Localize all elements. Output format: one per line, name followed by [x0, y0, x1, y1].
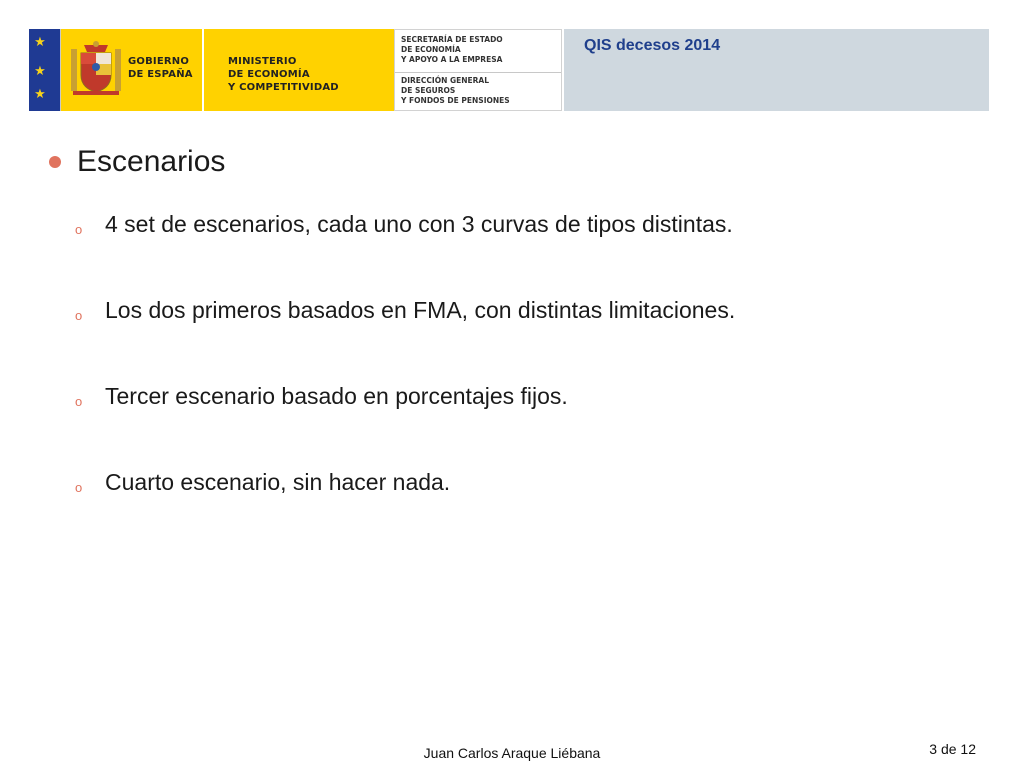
secretaria-line: SECRETARÍA DE ESTADO	[401, 35, 503, 44]
list-item	[75, 292, 968, 332]
bullet-circle-icon: o	[75, 394, 83, 409]
title-panel	[562, 29, 989, 111]
bullet-dot-icon	[49, 156, 61, 168]
heading-bullet	[48, 140, 968, 184]
government-logo-panel	[61, 29, 204, 111]
coat-of-arms-icon	[69, 39, 123, 101]
secretaria-line: DE ECONOMÍA	[401, 45, 461, 54]
bullet-circle-icon: o	[75, 308, 83, 323]
list-item-text: 4 set de escenarios, cada uno con 3 curvas de tipos distintas.	[105, 211, 733, 237]
ministry-name	[228, 55, 339, 94]
list-item-text: Tercer escenario basado en porcentajes fijos.	[105, 383, 568, 409]
star-icon: ★	[34, 63, 46, 78]
star-icon: ★	[34, 34, 46, 49]
star-icon: ★	[34, 86, 46, 101]
section-heading: Escenarios	[77, 145, 226, 178]
eu-flag-strip	[29, 29, 61, 111]
government-line: GOBIERNO	[128, 56, 190, 67]
secretaria-line: Y APOYO A LA EMPRESA	[401, 55, 503, 64]
ministry-line: Y COMPETITIVIDAD	[228, 82, 339, 93]
list-item	[75, 206, 968, 246]
government-name	[128, 55, 193, 81]
scenario-list	[48, 206, 968, 504]
government-line: DE ESPAÑA	[128, 69, 193, 80]
slide-header-title: QIS decesos 2014	[584, 37, 721, 54]
secretaria-divider	[395, 72, 561, 73]
bullet-circle-icon: o	[75, 480, 83, 495]
list-item-text: Cuarto escenario, sin hacer nada.	[105, 469, 451, 495]
direccion-line: DIRECCIÓN GENERAL	[401, 76, 490, 85]
secretaria-name	[401, 35, 503, 65]
slide-content	[48, 140, 968, 550]
list-item	[75, 378, 968, 418]
list-item-text: Los dos primeros basados en FMA, con distintas limitaciones.	[105, 297, 736, 323]
ministry-line: DE ECONOMÍA	[228, 69, 310, 80]
bullet-circle-icon: o	[75, 222, 83, 237]
page-number: 3 de 12	[929, 741, 976, 757]
direccion-name	[401, 76, 510, 106]
ministry-line: MINISTERIO	[228, 56, 297, 67]
footer-author: Juan Carlos Araque Liébana	[423, 745, 601, 761]
direccion-line: Y FONDOS DE PENSIONES	[401, 96, 510, 105]
ministry-panel	[204, 29, 394, 111]
header-banner	[29, 29, 989, 111]
direccion-line: DE SEGUROS	[401, 86, 456, 95]
secretaria-panel	[394, 29, 562, 111]
list-item	[75, 464, 968, 504]
